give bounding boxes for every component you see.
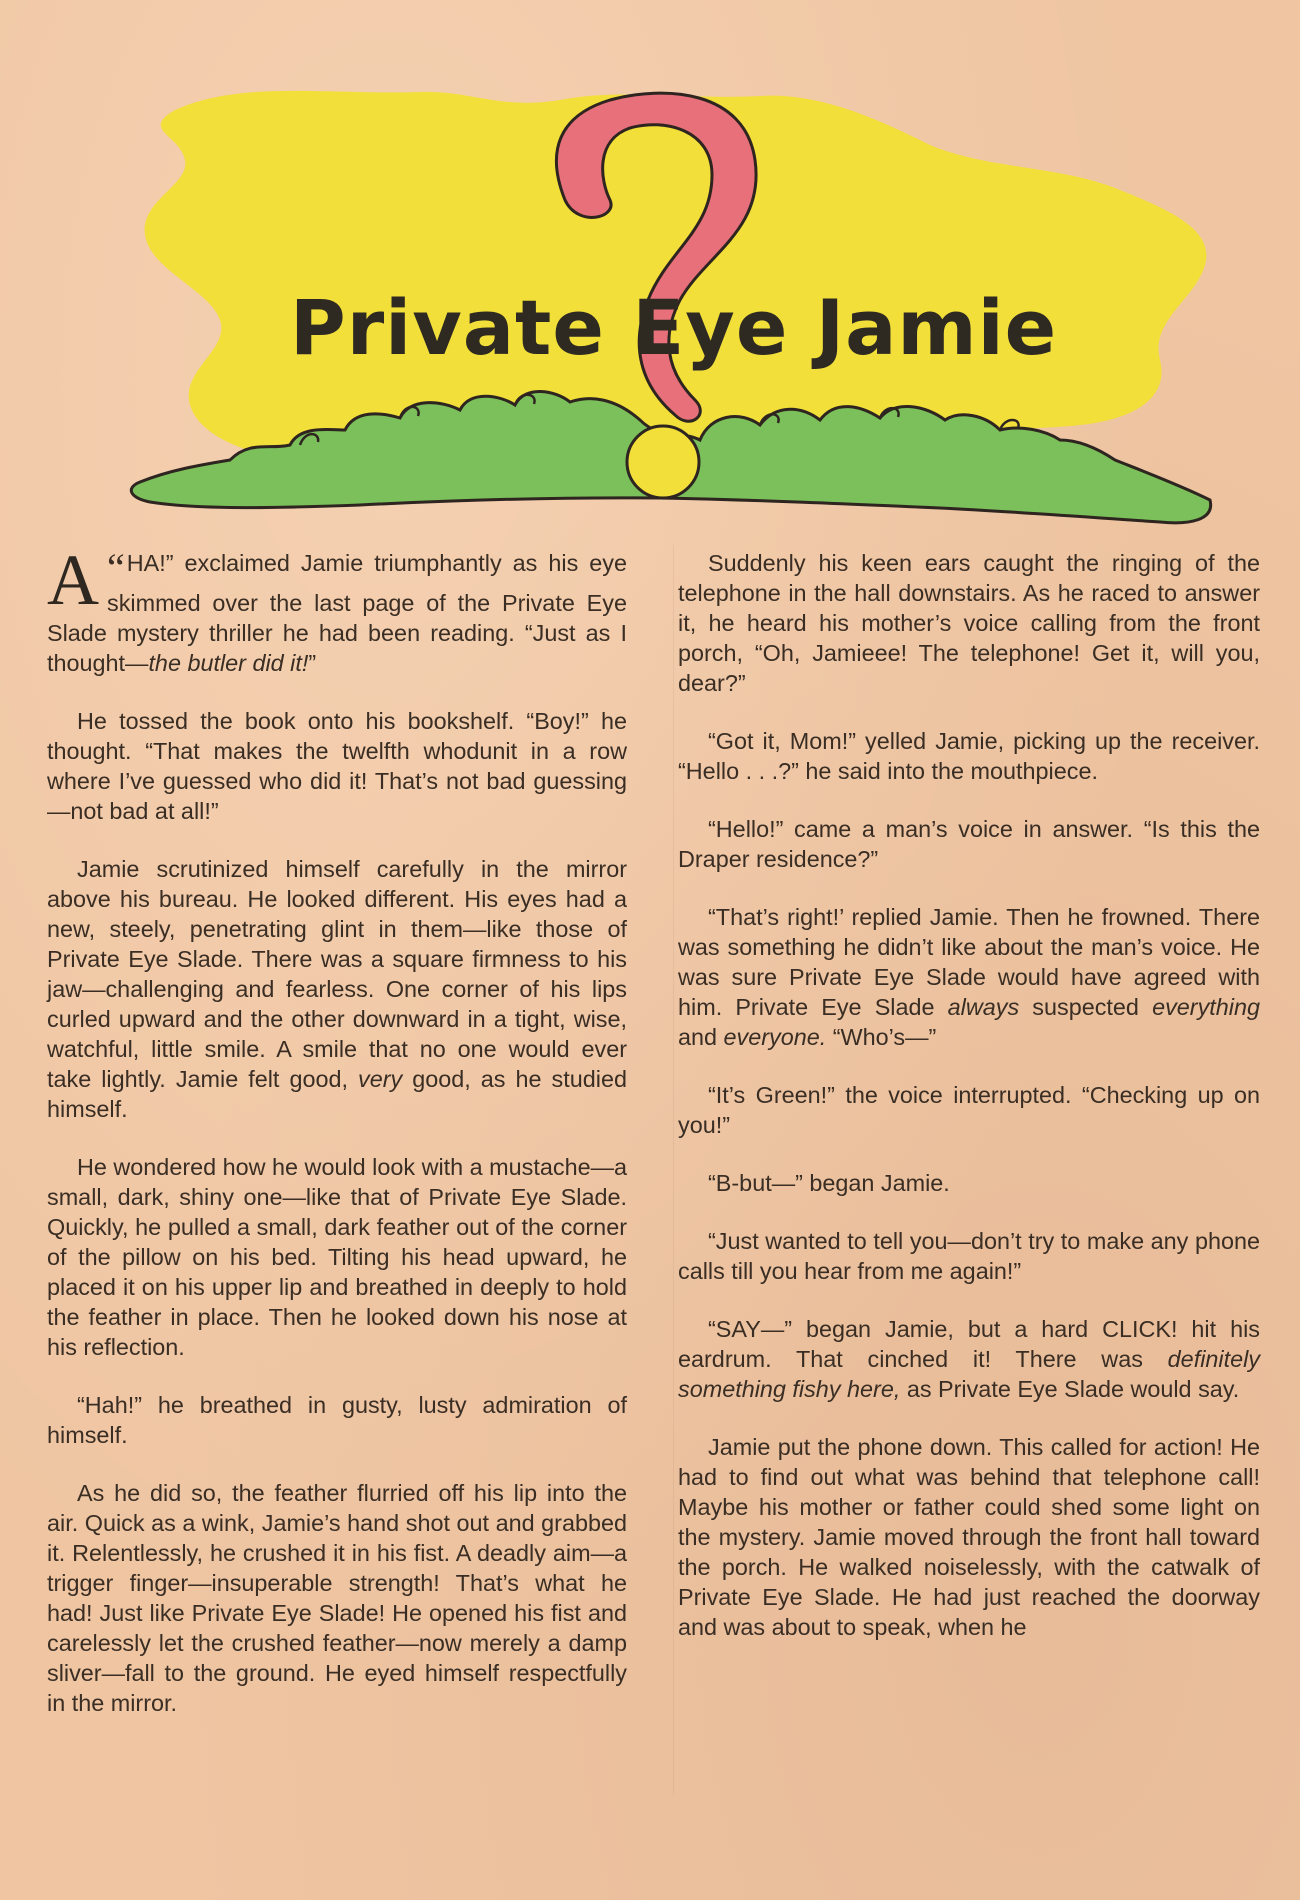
left-paragraph-1 bbox=[47, 540, 627, 678]
right-paragraph-7: “Just wanted to tell you—don’t try to make any phone calls till you hear from me again!” bbox=[678, 1228, 1260, 1284]
right-column bbox=[678, 548, 1260, 1670]
right-paragraph-5: “It’s Green!” the voice interrupted. “Checking up on you!” bbox=[678, 1082, 1260, 1138]
left-column bbox=[47, 540, 627, 1746]
right-p8-italic: definitely something fishy here, bbox=[678, 1346, 1260, 1402]
right-paragraph-9: Jamie put the phone down. This called for action! He had to find out what was behind that telephone call! Maybe his mother or father could shed some light on the mystery. Jamie moved through the front hall toward the porch. He walked noiselessly, with the catwalk of Private Eye Slade. He had just reached the doorway and was about to speak, when he bbox=[678, 1434, 1260, 1640]
right-p4-text-b: suspected bbox=[1019, 994, 1153, 1020]
left-paragraph-3 bbox=[47, 854, 627, 1124]
left-paragraph-4: He wondered how he would look with a mustache—a small, dark, shiny one—like that of Private Eye Slade. Quickly, he pulled a small, dark feather out of the corner of the pillow on his bed. Tilting his head upward, he placed it on his upper lip and breathed in deeply to hold the feather in place. Then he looked down his nose at his reflection. bbox=[47, 1154, 627, 1360]
right-p4-italic-2: everything bbox=[1152, 994, 1260, 1020]
left-p3-text-b: good, as he studied himself. bbox=[47, 1066, 627, 1122]
right-p4-text-c: and bbox=[678, 1024, 724, 1050]
column-gutter bbox=[673, 545, 674, 1795]
right-paragraph-4 bbox=[678, 902, 1260, 1052]
left-p1-italic: the butler did it! bbox=[148, 650, 309, 676]
ball-icon bbox=[627, 426, 699, 498]
left-p1-text-a: HA!” exclaimed Jamie triumphantly as his eye skimmed over the last page of the Private Eye Slade mystery thriller he had been reading. “Just as I thought— bbox=[47, 550, 627, 676]
left-p3-italic: very bbox=[358, 1066, 403, 1092]
right-paragraph-3: “Hello!” came a man’s voice in answer. “Is this the Draper residence?” bbox=[678, 816, 1260, 872]
banner-art bbox=[0, 0, 1300, 540]
left-paragraph-2: He tossed the book onto his bookshelf. “Boy!” he thought. “That makes the twelfth whodunit in a row where I’ve guessed who did it! That’s not bad guessing—not bad at all!” bbox=[47, 708, 627, 824]
right-paragraph-2: “Got it, Mom!” yelled Jamie, picking up the receiver. “Hello . . .?” he said into the mouthpiece. bbox=[678, 728, 1260, 784]
right-p8-text-a: “SAY—” began Jamie, but a hard CLICK! hit his eardrum. That cinched it! There was bbox=[678, 1316, 1260, 1372]
right-p8-text-b: as Private Eye Slade would say. bbox=[900, 1376, 1240, 1402]
right-p4-italic-3: everyone. bbox=[723, 1024, 827, 1050]
right-paragraph-8 bbox=[678, 1314, 1260, 1404]
left-p1-text-b: ” bbox=[308, 650, 317, 676]
left-paragraph-6: As he did so, the feather flurried off his lip into the air. Quick as a wink, Jamie’s hand shot out and grabbed it. Relentlessly, he crushed it in his fist. A deadly aim—a trigger finger—insuperable strength! That’s what he had! Just like Private Eye Slade! He opened his fist and carelessly let the crushed feather—now merely a damp sliver—fall to the ground. He eyed himself respectfully in the mirror. bbox=[47, 1480, 627, 1716]
drop-cap: A bbox=[47, 540, 99, 620]
right-p4-text-d: “Who’s—” bbox=[826, 1024, 937, 1050]
right-p4-italic-1: always bbox=[947, 994, 1020, 1020]
opening-quote: “ bbox=[107, 545, 125, 590]
page-title: Private Eye Jamie bbox=[290, 283, 1058, 372]
right-p4-text-a: “That’s right!’ replied Jamie. Then he frowned. There was something he didn’t like about the man’s voice. He was sure Private Eye Slade would have agreed with him. Private Eye Slade bbox=[678, 904, 1260, 1020]
title-banner bbox=[0, 0, 1300, 540]
right-paragraph-6: “B-but—” began Jamie. bbox=[708, 1170, 950, 1196]
left-p3-text-a: Jamie scrutinized himself carefully in the mirror above his bureau. He looked different. His eyes had a new, steely, penetrating glint in them—like those of Private Eye Slade. There was a square firmness to his jaw—challenging and fearless. One corner of his lips curled upward and the other downward in a tight, wise, watchful, little smile. A smile that no one would ever take lightly. Jamie felt good, bbox=[47, 856, 627, 1092]
left-paragraph-5: “Hah!” he breathed in gusty, lusty admiration of himself. bbox=[47, 1392, 627, 1448]
right-paragraph-1: Suddenly his keen ears caught the ringing of the telephone in the hall downstairs. As he raced to answer it, he heard his mother’s voice calling from the front porch, “Oh, Jamieee! The telephone! Get it, will you, dear?” bbox=[678, 550, 1260, 696]
